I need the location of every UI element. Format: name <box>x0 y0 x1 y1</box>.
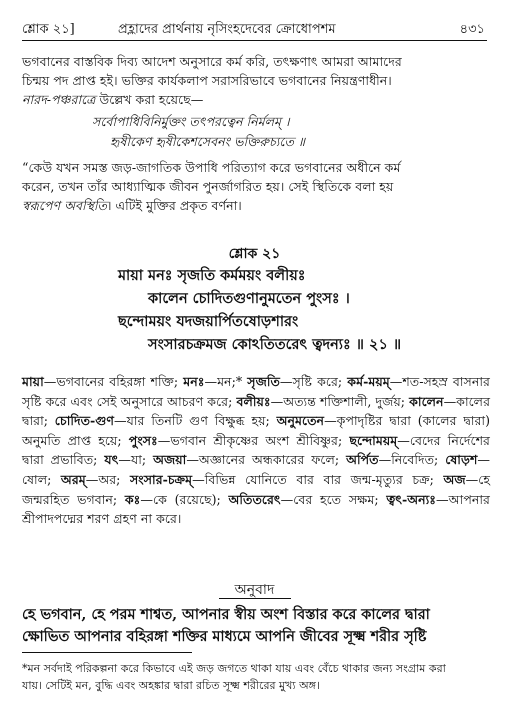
synonym-meaning: —শত-সহস্র বাসনার সৃষ্টি করে এবং সেই অনুসারে আচরণ করে; <box>22 374 490 409</box>
synonym-meaning: —আপনার শ্রীপাদপদ্মের শরণ গ্রহণ না করে। <box>22 491 490 527</box>
synonym-meaning: —কে (রয়েছে); <box>140 491 229 507</box>
intro-line-3-rest: উল্লেখ করা হয়েছে— <box>95 92 204 107</box>
footnote <box>22 660 492 694</box>
synonym-meaning: —বের হতে সক্ষম; <box>280 491 387 507</box>
synonym-meaning: —যার তিনটি গুণ বিক্ষুব্ধ হয়; <box>114 413 277 429</box>
word-for-word <box>22 372 490 529</box>
quote-line-1: সর্বোপাধিবিনির্মুক্তং তৎপরত্বেন নির্মলম্ । <box>92 114 290 129</box>
translation-line-1: হে ভগবান, হে পরম শাশ্বত, আপনার স্বীয় অংশ বিস্তার করে কালের দ্বারা <box>22 606 430 623</box>
synonym-meaning: —নিবেদিত; <box>378 452 446 468</box>
synonym-meaning: —ভগবান শ্রীকৃষ্ণের অংশ শ্রীবিষ্ণুর; <box>157 432 350 448</box>
running-header <box>22 18 487 41</box>
synonym-word: সংসার-চক্রম্ <box>129 471 193 487</box>
intro-line-2: চিন্ময় পদ প্রাপ্ত হই। ভক্তির কার্যকলাপ সরাসরিভাবে ভগবানের নিয়ন্ত্রণাধীন। <box>22 73 392 88</box>
synonym-meaning: —অর; <box>85 471 130 487</box>
synonym-word: অনুমতেন <box>276 413 325 429</box>
para2-line-3-rest: । এটিই মুক্তির প্রকৃত বর্ণনা। <box>106 198 242 213</box>
synonym-word: মনঃ <box>183 374 205 389</box>
sloka-heading: শ্লোক ২১ <box>228 246 281 262</box>
footnote-line-2: যায়। সেটিই মন, বুদ্ধি এবং অহঙ্কার দ্বারা রচিত সূক্ষ্ম শরীরের মুখ্য অঙ্গ। <box>22 679 320 692</box>
synonym-meaning: —হে জন্মরহিত ভগবান; <box>22 471 490 507</box>
synonym-word: ছন্দোময়ম্ <box>349 432 398 448</box>
para2-line-2: করেন, তখন তাঁর আধ্যাত্মিক জীবন পুনর্জাগরিত হয়। সেই স্থিতিকে বলা হয় <box>22 179 394 194</box>
translation-heading: অনুবাদ <box>234 582 275 598</box>
intro-line-1: ভগবানের বাস্তবিক দিব্য আদেশ অনুসারে কর্ম করি, তৎক্ষণাৎ আমরা আমাদের <box>22 54 402 69</box>
synonym-meaning: —সৃষ্টি করে; <box>279 374 348 389</box>
synonym-word: অর্পিত <box>346 452 379 468</box>
synonym-meaning: —মন;* <box>204 374 248 389</box>
page-number: ৪৩১ <box>459 22 485 37</box>
synonym-word: অজয়া <box>153 452 187 468</box>
synonym-meaning: —কৃপাদৃষ্টির দ্বারা (কালের দ্বারা) অনুমতি প্রাপ্ত হয়ে; <box>22 413 490 448</box>
svarupena-term: স্বরূপেণ অবস্থিতি <box>22 198 107 213</box>
synonym-word: কর্ম-ময়ম্ <box>347 374 390 389</box>
para2-line-3 <box>22 196 492 215</box>
synonym-word: মায়া <box>22 374 44 389</box>
synonym-meaning: —অজ্ঞানের অন্ধকারের ফলে; <box>186 452 347 468</box>
scripture-name: নারদ-পঞ্চরাত্রে <box>22 92 96 107</box>
translation-line-2: ক্ষোভিত আপনার বহিরঙ্গা শক্তির মাধ্যমে আপনি জীবের সূক্ষ্ম শরীর সৃষ্টি <box>22 628 427 645</box>
verse-line-2: কালেন চোদিতগুণানুমতেন পুংসঃ । <box>148 290 350 307</box>
synonym-meaning: —যা; <box>118 452 154 468</box>
synonym-meaning: —কালের দ্বারা; <box>22 393 490 429</box>
quote-line-2: হৃষীকেণ হৃষীকেশসেবনং ভক্তিরুচ্যতে ॥ <box>110 134 306 149</box>
synonym-word: কালেন <box>409 393 444 409</box>
synonym-word: চোদিত-গুণ <box>54 413 115 429</box>
synonym-word: অজ <box>443 471 466 487</box>
header-verse-ref: শ্লোক ২১] <box>22 22 75 37</box>
synonym-word: অরম্ <box>60 471 86 487</box>
synonym-meaning: —বিভিন্ন যোনিতে বার বার জন্ম-মৃত্যুর চক্র; <box>192 471 444 487</box>
synonym-word: পুংসঃ <box>128 432 158 448</box>
footnote-divider <box>22 652 192 653</box>
header-chapter-title: প্রহ্লাদের প্রার্থনায় নৃসিংহদেবের ক্রোধোপশম <box>118 22 336 37</box>
intro-line-3 <box>22 90 492 109</box>
synonym-word: বলীয়ঃ <box>236 393 271 409</box>
synonym-word: সৃজতি <box>247 374 280 389</box>
verse-line-4: সংসারচক্রমজ কোঽতিতরেৎ ত্বদন্যঃ ॥ ২১ ॥ <box>148 336 402 353</box>
verse-line-1: মায়া মনঃ সৃজতি কর্মময়ং বলীয়ঃ <box>118 267 306 284</box>
synonym-meaning: —ষোল; <box>22 452 490 487</box>
synonym-meaning: —ভগবানের বহিরঙ্গা শক্তি; <box>43 374 184 389</box>
footnote-line-1: *মন সর্বদাই পরিকল্পনা করে কিভাবে এই জড় জগতে থাকা যায় এবং বেঁচে থাকার জন্য সংগ্রাম করা <box>22 662 446 675</box>
synonym-word: অতিতরেৎ <box>228 491 281 507</box>
synonym-word: ত্বৎ-অন্যঃ <box>386 491 437 507</box>
synonym-meaning: —অত্যন্ত শক্তিশালী, দুর্জয়; <box>270 393 410 409</box>
synonym-meaning: —বেদের নির্দেশের দ্বারা প্রভাবিত; <box>22 432 490 468</box>
heading-underline <box>219 598 291 599</box>
synonym-word: যৎ <box>104 452 119 468</box>
synonym-word: কঃ <box>124 491 141 507</box>
para2-line-1: “কেউ যখন সমস্ত জড়-জাগতিক উপাধি পরিত্যাগ করে ভগবানের অধীনে কর্ম <box>22 160 401 175</box>
verse-line-3: ছন্দোময়ং যদজয়ার্পিতষোড়শারং <box>118 313 299 330</box>
synonym-word: ষোড়শ <box>445 452 478 468</box>
